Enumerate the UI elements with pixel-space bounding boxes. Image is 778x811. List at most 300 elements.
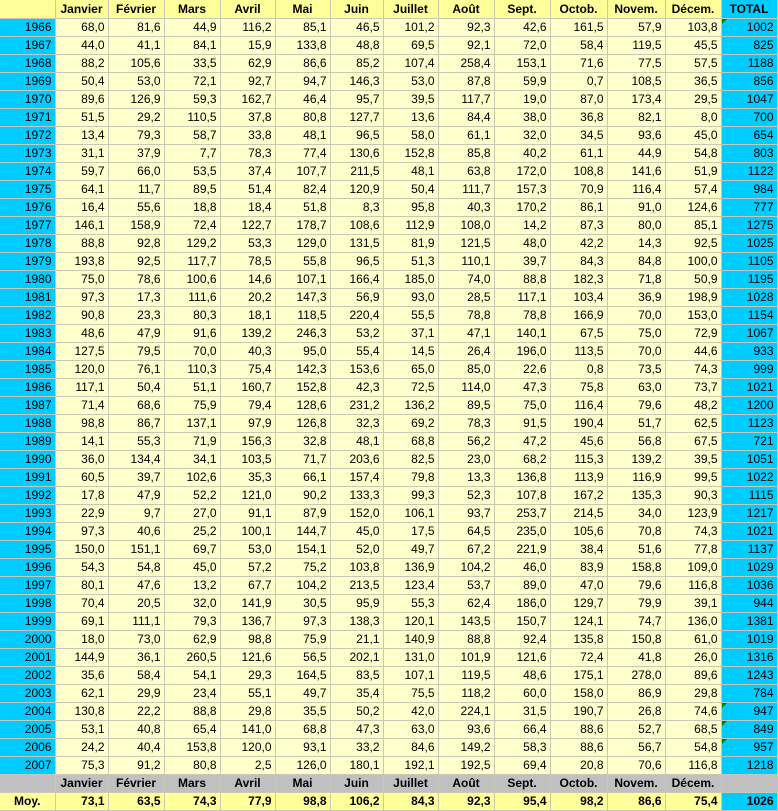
- value-cell[interactable]: 116,2: [220, 18, 275, 36]
- year-cell[interactable]: 1996: [0, 558, 55, 576]
- year-cell[interactable]: 2000: [0, 630, 55, 648]
- year-cell[interactable]: 1971: [0, 108, 55, 126]
- value-cell[interactable]: 22,9: [55, 504, 108, 522]
- value-cell[interactable]: 128,6: [275, 396, 330, 414]
- footer-month-header[interactable]: Sept.: [494, 774, 550, 792]
- total-cell[interactable]: 1316: [721, 648, 777, 666]
- value-cell[interactable]: 71,4: [55, 396, 108, 414]
- value-cell[interactable]: 144,9: [55, 648, 108, 666]
- value-cell[interactable]: 69,1: [55, 612, 108, 630]
- value-cell[interactable]: 172,0: [494, 162, 550, 180]
- value-cell[interactable]: 68,2: [494, 450, 550, 468]
- value-cell[interactable]: 23,4: [164, 684, 220, 702]
- month-header[interactable]: Janvier: [55, 0, 108, 18]
- value-cell[interactable]: 93,0: [383, 288, 438, 306]
- value-cell[interactable]: 44,0: [55, 36, 108, 54]
- value-cell[interactable]: 51,8: [275, 198, 330, 216]
- value-cell[interactable]: 192,1: [383, 756, 438, 774]
- value-cell[interactable]: 42,3: [330, 378, 383, 396]
- value-cell[interactable]: 47,3: [330, 720, 383, 738]
- value-cell[interactable]: 56,5: [275, 648, 330, 666]
- footer-month-header[interactable]: Avril: [220, 774, 275, 792]
- value-cell[interactable]: 70,8: [607, 522, 665, 540]
- average-cell[interactable]: 75,4: [665, 792, 721, 810]
- total-cell[interactable]: 1051: [721, 450, 777, 468]
- value-cell[interactable]: 86,6: [275, 54, 330, 72]
- value-cell[interactable]: 91,1: [220, 504, 275, 522]
- year-cell[interactable]: 1970: [0, 90, 55, 108]
- value-cell[interactable]: 18,8: [164, 198, 220, 216]
- value-cell[interactable]: 72,5: [383, 378, 438, 396]
- value-cell[interactable]: 141,9: [220, 594, 275, 612]
- total-cell[interactable]: 1381: [721, 612, 777, 630]
- year-cell[interactable]: 1972: [0, 126, 55, 144]
- value-cell[interactable]: 133,3: [330, 486, 383, 504]
- value-cell[interactable]: 75,2: [275, 558, 330, 576]
- value-cell[interactable]: 97,9: [220, 414, 275, 432]
- value-cell[interactable]: 36,1: [108, 648, 164, 666]
- average-cell[interactable]: 84,3: [383, 792, 438, 810]
- value-cell[interactable]: 52,0: [330, 540, 383, 558]
- value-cell[interactable]: 85,8: [438, 144, 494, 162]
- value-cell[interactable]: 67,2: [438, 540, 494, 558]
- value-cell[interactable]: 59,9: [494, 72, 550, 90]
- year-cell[interactable]: 2002: [0, 666, 55, 684]
- value-cell[interactable]: 56,8: [607, 432, 665, 450]
- value-cell[interactable]: 152,0: [330, 504, 383, 522]
- footer-month-header[interactable]: Novem.: [607, 774, 665, 792]
- month-header[interactable]: Juin: [330, 0, 383, 18]
- total-cell[interactable]: 1115: [721, 486, 777, 504]
- value-cell[interactable]: 47,9: [108, 486, 164, 504]
- value-cell[interactable]: 90,8: [55, 306, 108, 324]
- value-cell[interactable]: 72,4: [164, 216, 220, 234]
- value-cell[interactable]: 72,0: [494, 36, 550, 54]
- value-cell[interactable]: 14,5: [383, 342, 438, 360]
- value-cell[interactable]: 75,0: [55, 270, 108, 288]
- total-cell[interactable]: 1047: [721, 90, 777, 108]
- value-cell[interactable]: 114,0: [438, 378, 494, 396]
- total-cell[interactable]: 777: [721, 198, 777, 216]
- month-header[interactable]: Octob.: [550, 0, 607, 18]
- value-cell[interactable]: 72,9: [665, 324, 721, 342]
- value-cell[interactable]: 235,0: [494, 522, 550, 540]
- value-cell[interactable]: 137,1: [164, 414, 220, 432]
- value-cell[interactable]: 8,0: [665, 108, 721, 126]
- value-cell[interactable]: 36,0: [55, 450, 108, 468]
- year-cell[interactable]: 1993: [0, 504, 55, 522]
- value-cell[interactable]: 78,3: [438, 414, 494, 432]
- value-cell[interactable]: 157,3: [494, 180, 550, 198]
- value-cell[interactable]: 61,1: [438, 126, 494, 144]
- value-cell[interactable]: 78,8: [494, 306, 550, 324]
- value-cell[interactable]: 32,0: [494, 126, 550, 144]
- value-cell[interactable]: 29,9: [108, 684, 164, 702]
- value-cell[interactable]: 48,1: [330, 432, 383, 450]
- total-cell[interactable]: 933: [721, 342, 777, 360]
- year-cell[interactable]: 1997: [0, 576, 55, 594]
- value-cell[interactable]: 258,4: [438, 54, 494, 72]
- value-cell[interactable]: 83,9: [550, 558, 607, 576]
- value-cell[interactable]: 64,5: [438, 522, 494, 540]
- value-cell[interactable]: 86,1: [550, 198, 607, 216]
- total-cell[interactable]: 849: [721, 720, 777, 738]
- value-cell[interactable]: 2,5: [220, 756, 275, 774]
- value-cell[interactable]: 52,7: [607, 720, 665, 738]
- year-cell[interactable]: 1994: [0, 522, 55, 540]
- value-cell[interactable]: 103,8: [665, 18, 721, 36]
- value-cell[interactable]: 182,3: [550, 270, 607, 288]
- value-cell[interactable]: 96,5: [330, 252, 383, 270]
- value-cell[interactable]: 166,4: [330, 270, 383, 288]
- value-cell[interactable]: 100,6: [164, 270, 220, 288]
- value-cell[interactable]: 117,1: [494, 288, 550, 306]
- value-cell[interactable]: 51,1: [164, 378, 220, 396]
- value-cell[interactable]: 50,2: [330, 702, 383, 720]
- value-cell[interactable]: 135,8: [550, 630, 607, 648]
- value-cell[interactable]: 35,6: [55, 666, 108, 684]
- value-cell[interactable]: 136,2: [383, 396, 438, 414]
- value-cell[interactable]: 75,9: [164, 396, 220, 414]
- value-cell[interactable]: 47,0: [550, 576, 607, 594]
- value-cell[interactable]: 17,3: [108, 288, 164, 306]
- total-cell[interactable]: 1021: [721, 378, 777, 396]
- value-cell[interactable]: 79,8: [383, 468, 438, 486]
- value-cell[interactable]: 75,5: [383, 684, 438, 702]
- value-cell[interactable]: 107,8: [494, 486, 550, 504]
- value-cell[interactable]: 82,1: [607, 108, 665, 126]
- value-cell[interactable]: 90,2: [275, 486, 330, 504]
- value-cell[interactable]: 35,4: [330, 684, 383, 702]
- value-cell[interactable]: 13,2: [164, 576, 220, 594]
- year-cell[interactable]: 1977: [0, 216, 55, 234]
- value-cell[interactable]: 22,2: [108, 702, 164, 720]
- value-cell[interactable]: 36,9: [607, 288, 665, 306]
- value-cell[interactable]: 58,4: [108, 666, 164, 684]
- value-cell[interactable]: 170,2: [494, 198, 550, 216]
- value-cell[interactable]: 91,5: [494, 414, 550, 432]
- value-cell[interactable]: 48,1: [275, 126, 330, 144]
- value-cell[interactable]: 106,1: [383, 504, 438, 522]
- value-cell[interactable]: 53,7: [438, 576, 494, 594]
- value-cell[interactable]: 260,5: [164, 648, 220, 666]
- value-cell[interactable]: 85,1: [665, 216, 721, 234]
- value-cell[interactable]: 37,4: [220, 162, 275, 180]
- value-cell[interactable]: 152,8: [275, 378, 330, 396]
- value-cell[interactable]: 173,4: [607, 90, 665, 108]
- total-cell[interactable]: 1019: [721, 630, 777, 648]
- value-cell[interactable]: 55,1: [220, 684, 275, 702]
- value-cell[interactable]: 50,4: [383, 180, 438, 198]
- value-cell[interactable]: 73,5: [607, 360, 665, 378]
- value-cell[interactable]: 99,5: [665, 468, 721, 486]
- value-cell[interactable]: 74,6: [665, 702, 721, 720]
- value-cell[interactable]: 136,7: [220, 612, 275, 630]
- value-cell[interactable]: 88,6: [550, 738, 607, 756]
- value-cell[interactable]: 116,8: [665, 576, 721, 594]
- value-cell[interactable]: 71,8: [607, 270, 665, 288]
- value-cell[interactable]: 92,5: [108, 252, 164, 270]
- value-cell[interactable]: 119,5: [438, 666, 494, 684]
- value-cell[interactable]: 44,9: [607, 144, 665, 162]
- value-cell[interactable]: 121,6: [494, 648, 550, 666]
- value-cell[interactable]: 112,9: [383, 216, 438, 234]
- value-cell[interactable]: 121,5: [438, 234, 494, 252]
- value-cell[interactable]: 18,4: [220, 198, 275, 216]
- month-header[interactable]: Juillet: [383, 0, 438, 18]
- value-cell[interactable]: 123,4: [383, 576, 438, 594]
- value-cell[interactable]: 68,0: [55, 18, 108, 36]
- value-cell[interactable]: 45,0: [330, 522, 383, 540]
- value-cell[interactable]: 149,2: [438, 738, 494, 756]
- footer-month-header[interactable]: Octob.: [550, 774, 607, 792]
- total-cell[interactable]: 856: [721, 72, 777, 90]
- value-cell[interactable]: 54,8: [665, 738, 721, 756]
- value-cell[interactable]: 77,8: [665, 540, 721, 558]
- value-cell[interactable]: 82,4: [275, 180, 330, 198]
- value-cell[interactable]: 50,4: [108, 378, 164, 396]
- value-cell[interactable]: 47,3: [494, 378, 550, 396]
- year-cell[interactable]: 1988: [0, 414, 55, 432]
- value-cell[interactable]: 158,0: [550, 684, 607, 702]
- month-header[interactable]: Mai: [275, 0, 330, 18]
- value-cell[interactable]: 79,3: [108, 126, 164, 144]
- value-cell[interactable]: 20,5: [108, 594, 164, 612]
- value-cell[interactable]: 31,5: [494, 702, 550, 720]
- year-cell[interactable]: 1991: [0, 468, 55, 486]
- value-cell[interactable]: 80,0: [607, 216, 665, 234]
- value-cell[interactable]: 37,9: [108, 144, 164, 162]
- value-cell[interactable]: 75,0: [607, 324, 665, 342]
- value-cell[interactable]: 120,9: [330, 180, 383, 198]
- value-cell[interactable]: 23,3: [108, 306, 164, 324]
- value-cell[interactable]: 35,3: [220, 468, 275, 486]
- year-cell[interactable]: 1983: [0, 324, 55, 342]
- value-cell[interactable]: 63,8: [438, 162, 494, 180]
- month-header[interactable]: Avril: [220, 0, 275, 18]
- value-cell[interactable]: 17,5: [383, 522, 438, 540]
- value-cell[interactable]: 18,1: [220, 306, 275, 324]
- value-cell[interactable]: 81,9: [383, 234, 438, 252]
- value-cell[interactable]: 89,6: [665, 666, 721, 684]
- value-cell[interactable]: 78,6: [108, 270, 164, 288]
- value-cell[interactable]: 92,7: [220, 72, 275, 90]
- value-cell[interactable]: 57,9: [607, 18, 665, 36]
- total-cell[interactable]: 1025: [721, 234, 777, 252]
- total-cell[interactable]: 1275: [721, 216, 777, 234]
- year-cell[interactable]: 1966: [0, 18, 55, 36]
- value-cell[interactable]: 202,1: [330, 648, 383, 666]
- value-cell[interactable]: 96,5: [330, 126, 383, 144]
- value-cell[interactable]: 110,1: [438, 252, 494, 270]
- value-cell[interactable]: 164,5: [275, 666, 330, 684]
- value-cell[interactable]: 22,6: [494, 360, 550, 378]
- value-cell[interactable]: 67,7: [220, 576, 275, 594]
- value-cell[interactable]: 41,8: [607, 648, 665, 666]
- value-cell[interactable]: 34,5: [550, 126, 607, 144]
- average-cell[interactable]: 73,1: [55, 792, 108, 810]
- year-cell[interactable]: 2005: [0, 720, 55, 738]
- footer-month-header[interactable]: Juillet: [383, 774, 438, 792]
- value-cell[interactable]: 35,5: [275, 702, 330, 720]
- value-cell[interactable]: 103,8: [330, 558, 383, 576]
- footer-corner-cell[interactable]: [0, 774, 55, 792]
- value-cell[interactable]: 150,0: [55, 540, 108, 558]
- value-cell[interactable]: 156,3: [220, 432, 275, 450]
- value-cell[interactable]: 97,3: [55, 522, 108, 540]
- value-cell[interactable]: 33,5: [164, 54, 220, 72]
- value-cell[interactable]: 14,2: [494, 216, 550, 234]
- value-cell[interactable]: 39,1: [665, 594, 721, 612]
- value-cell[interactable]: 7,7: [164, 144, 220, 162]
- value-cell[interactable]: 53,3: [220, 234, 275, 252]
- value-cell[interactable]: 45,6: [550, 432, 607, 450]
- corner-cell[interactable]: [0, 0, 55, 18]
- value-cell[interactable]: 75,3: [55, 756, 108, 774]
- value-cell[interactable]: 103,5: [220, 450, 275, 468]
- month-header[interactable]: Novem.: [607, 0, 665, 18]
- value-cell[interactable]: 18,0: [55, 630, 108, 648]
- value-cell[interactable]: 55,4: [330, 342, 383, 360]
- value-cell[interactable]: 53,1: [55, 720, 108, 738]
- year-cell[interactable]: 2007: [0, 756, 55, 774]
- value-cell[interactable]: 68,8: [383, 432, 438, 450]
- value-cell[interactable]: 28,5: [438, 288, 494, 306]
- value-cell[interactable]: 131,0: [383, 648, 438, 666]
- value-cell[interactable]: 101,9: [438, 648, 494, 666]
- value-cell[interactable]: 49,7: [275, 684, 330, 702]
- value-cell[interactable]: 158,8: [607, 558, 665, 576]
- value-cell[interactable]: 13,3: [438, 468, 494, 486]
- value-cell[interactable]: 104,2: [438, 558, 494, 576]
- value-cell[interactable]: 67,5: [665, 432, 721, 450]
- value-cell[interactable]: 54,3: [55, 558, 108, 576]
- value-cell[interactable]: 37,1: [383, 324, 438, 342]
- year-cell[interactable]: 1984: [0, 342, 55, 360]
- value-cell[interactable]: 180,1: [330, 756, 383, 774]
- value-cell[interactable]: 87,8: [438, 72, 494, 90]
- value-cell[interactable]: 69,5: [383, 36, 438, 54]
- value-cell[interactable]: 253,7: [494, 504, 550, 522]
- value-cell[interactable]: 77,5: [607, 54, 665, 72]
- value-cell[interactable]: 19,0: [494, 90, 550, 108]
- value-cell[interactable]: 58,3: [494, 738, 550, 756]
- value-cell[interactable]: 105,6: [108, 54, 164, 72]
- footer-month-header[interactable]: Juin: [330, 774, 383, 792]
- value-cell[interactable]: 49,7: [383, 540, 438, 558]
- value-cell[interactable]: 85,2: [330, 54, 383, 72]
- value-cell[interactable]: 138,3: [330, 612, 383, 630]
- value-cell[interactable]: 82,5: [383, 450, 438, 468]
- value-cell[interactable]: 116,4: [550, 396, 607, 414]
- value-cell[interactable]: 40,3: [220, 342, 275, 360]
- value-cell[interactable]: 111,7: [438, 180, 494, 198]
- value-cell[interactable]: 48,1: [383, 162, 438, 180]
- value-cell[interactable]: 60,0: [494, 684, 550, 702]
- value-cell[interactable]: 127,5: [55, 342, 108, 360]
- value-cell[interactable]: 48,6: [55, 324, 108, 342]
- total-cell[interactable]: 1036: [721, 576, 777, 594]
- value-cell[interactable]: 48,8: [330, 36, 383, 54]
- value-cell[interactable]: 55,5: [383, 306, 438, 324]
- value-cell[interactable]: 66,1: [275, 468, 330, 486]
- value-cell[interactable]: 32,3: [330, 414, 383, 432]
- value-cell[interactable]: 47,2: [494, 432, 550, 450]
- value-cell[interactable]: 101,2: [383, 18, 438, 36]
- value-cell[interactable]: 59,3: [164, 90, 220, 108]
- value-cell[interactable]: 13,6: [383, 108, 438, 126]
- value-cell[interactable]: 0,8: [550, 360, 607, 378]
- year-cell[interactable]: 1987: [0, 396, 55, 414]
- value-cell[interactable]: 192,5: [438, 756, 494, 774]
- value-cell[interactable]: 31,1: [55, 144, 108, 162]
- total-cell[interactable]: 1028: [721, 288, 777, 306]
- value-cell[interactable]: 14,1: [55, 432, 108, 450]
- value-cell[interactable]: 39,5: [383, 90, 438, 108]
- value-cell[interactable]: 109,0: [665, 558, 721, 576]
- value-cell[interactable]: 34,1: [164, 450, 220, 468]
- value-cell[interactable]: 75,4: [220, 360, 275, 378]
- value-cell[interactable]: 97,3: [275, 612, 330, 630]
- year-cell[interactable]: 1967: [0, 36, 55, 54]
- month-header[interactable]: Août: [438, 0, 494, 18]
- value-cell[interactable]: 48,2: [665, 396, 721, 414]
- value-cell[interactable]: 95,8: [383, 198, 438, 216]
- month-header[interactable]: Sept.: [494, 0, 550, 18]
- value-cell[interactable]: 55,8: [275, 252, 330, 270]
- value-cell[interactable]: 36,5: [665, 72, 721, 90]
- value-cell[interactable]: 69,7: [164, 540, 220, 558]
- year-cell[interactable]: 1973: [0, 144, 55, 162]
- year-cell[interactable]: 2004: [0, 702, 55, 720]
- value-cell[interactable]: 46,5: [330, 18, 383, 36]
- value-cell[interactable]: 79,9: [607, 594, 665, 612]
- value-cell[interactable]: 140,1: [494, 324, 550, 342]
- value-cell[interactable]: 53,2: [330, 324, 383, 342]
- value-cell[interactable]: 100,1: [220, 522, 275, 540]
- value-cell[interactable]: 94,7: [275, 72, 330, 90]
- total-cell[interactable]: 1122: [721, 162, 777, 180]
- value-cell[interactable]: 161,5: [550, 18, 607, 36]
- value-cell[interactable]: 54,8: [108, 558, 164, 576]
- value-cell[interactable]: 74,7: [607, 612, 665, 630]
- value-cell[interactable]: 185,0: [383, 270, 438, 288]
- value-cell[interactable]: 51,9: [665, 162, 721, 180]
- year-cell[interactable]: 1995: [0, 540, 55, 558]
- value-cell[interactable]: 87,0: [550, 90, 607, 108]
- average-cell[interactable]: 98,8: [275, 792, 330, 810]
- value-cell[interactable]: 120,0: [55, 360, 108, 378]
- total-cell[interactable]: 1137: [721, 540, 777, 558]
- value-cell[interactable]: 92,4: [494, 630, 550, 648]
- value-cell[interactable]: 44,9: [164, 18, 220, 36]
- value-cell[interactable]: 70,0: [164, 342, 220, 360]
- value-cell[interactable]: 95,0: [275, 342, 330, 360]
- value-cell[interactable]: 57,2: [220, 558, 275, 576]
- value-cell[interactable]: 29,3: [220, 666, 275, 684]
- average-cell[interactable]: 95,4: [494, 792, 550, 810]
- total-cell[interactable]: 1067: [721, 324, 777, 342]
- value-cell[interactable]: 23,0: [438, 450, 494, 468]
- value-cell[interactable]: 126,9: [108, 90, 164, 108]
- value-cell[interactable]: 38,4: [550, 540, 607, 558]
- value-cell[interactable]: 129,0: [275, 234, 330, 252]
- value-cell[interactable]: 75,0: [494, 396, 550, 414]
- value-cell[interactable]: 131,5: [330, 234, 383, 252]
- value-cell[interactable]: 0,7: [550, 72, 607, 90]
- value-cell[interactable]: 231,2: [330, 396, 383, 414]
- value-cell[interactable]: 117,1: [55, 378, 108, 396]
